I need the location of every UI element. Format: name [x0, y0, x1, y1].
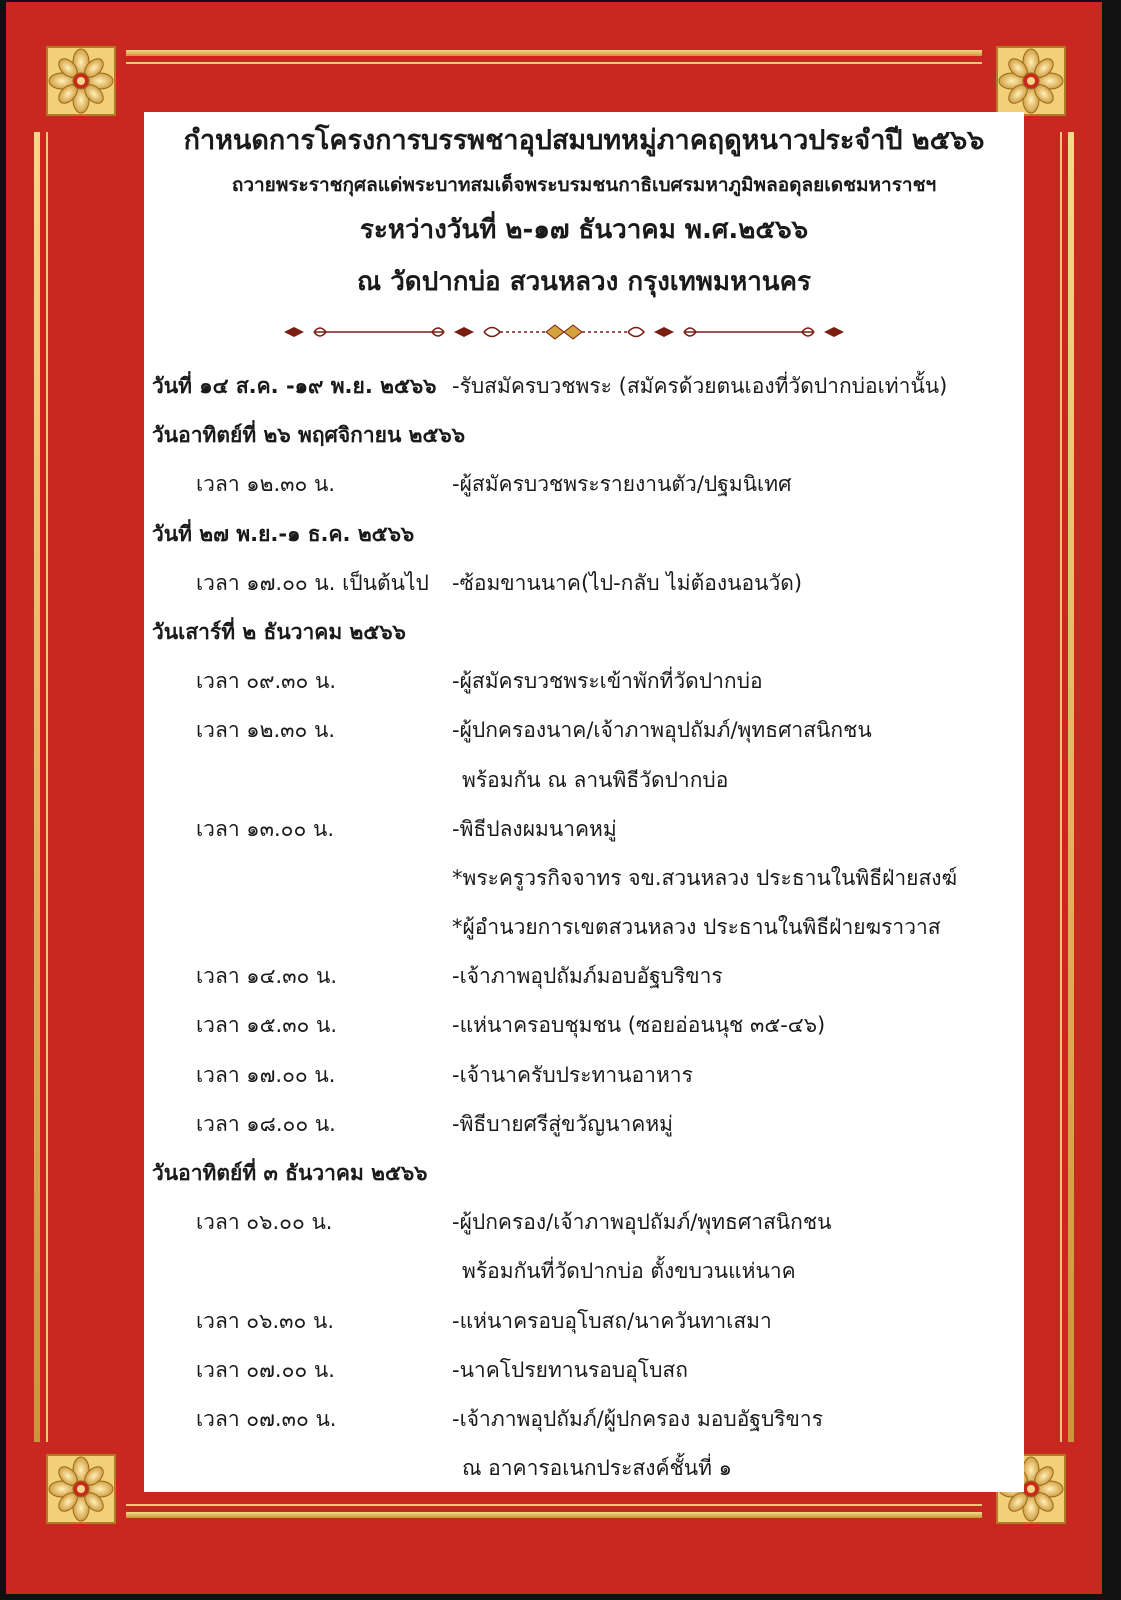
time-label: เวลา ๑๒.๓๐ น. [196, 472, 336, 497]
activity-text: -พิธีบายศรีสู่ขวัญนาคหมู่ [452, 1111, 674, 1136]
schedule-row [144, 799, 1024, 848]
corner-flower-icon [46, 1454, 116, 1524]
schedule-document [144, 112, 1024, 1492]
schedule-row [144, 454, 1024, 503]
schedule-row [144, 1241, 1024, 1290]
divider-ornament-icon [284, 320, 844, 344]
schedule-list [144, 356, 1024, 1487]
activity-text: -ผู้ปกครองนาค/เจ้าภาพอุปถัมภ์/พุทธศาสนิกชน [452, 718, 872, 743]
time-label: เวลา ๐๖.๐๐ น. [196, 1210, 333, 1235]
schedule-row [144, 897, 1024, 946]
day-heading: วันที่ ๒๗ พ.ย.-๑ ธ.ค. ๒๕๖๖ [152, 521, 415, 546]
left-gold-band [34, 132, 40, 1442]
document-title: กำหนดการโครงการบรรพชาอุปสมบทหมู่ภาคฤดูหนาวประจำปี ๒๕๖๖ [183, 125, 985, 156]
time-label: เวลา ๑๗.๐๐ น. เป็นต้นไป [196, 570, 429, 595]
schedule-row [144, 700, 1024, 749]
schedule-row [144, 750, 1024, 799]
day-heading: วันอาทิตย์ที่ ๒๖ พฤศจิกายน ๒๕๖๖ [152, 423, 466, 448]
schedule-row [144, 553, 1024, 602]
schedule-row [144, 1389, 1024, 1438]
time-label: เวลา ๐๗.๓๐ น. [196, 1406, 337, 1431]
time-label: เวลา ๐๖.๓๐ น. [196, 1308, 335, 1333]
venue: ณ วัดปากบ่อ สวนหลวง กรุงเทพมหานคร [357, 267, 811, 297]
corner-flower-icon [996, 46, 1066, 116]
date-range: ระหว่างวันที่ ๒-๑๗ ธันวาคม พ.ศ.๒๕๖๖ [359, 215, 809, 245]
activity-text: -ผู้ปกครอง/เจ้าภาพอุปถัมภ์/พุทธศาสนิกชน [452, 1210, 832, 1235]
activity-text: -นาคโปรยทานรอบอุโบสถ [452, 1357, 688, 1382]
schedule-day-heading [144, 602, 1024, 651]
schedule-row [144, 1291, 1024, 1340]
schedule-row [144, 356, 1024, 405]
activity-text: -แห่นาครอบชุมชน (ซอยอ่อนนุช ๓๕-๔๖) [452, 1013, 826, 1038]
schedule-row [144, 995, 1024, 1044]
right-gold-band [1068, 132, 1074, 1442]
note-text: *พระครูวรกิจจาทร จข.สวนหลวง ประธานในพิธีฝ่ายสงฆ์ [452, 865, 958, 890]
top-gold-band [126, 50, 982, 56]
right-gold-line [1060, 132, 1062, 1442]
schedule-row [144, 1192, 1024, 1241]
day-heading: วันเสาร์ที่ ๒ ธันวาคม ๒๕๖๖ [152, 619, 406, 644]
note-text: *ผู้อำนวยการเขตสวนหลวง ประธานในพิธีฝ่ายฆราวาส [452, 915, 941, 940]
top-gold-line [126, 62, 982, 64]
schedule-row [144, 1340, 1024, 1389]
activity-text: -ผู้สมัครบวชพระรายงานตัว/ปฐมนิเทศ [452, 472, 792, 497]
corner-flower-icon [46, 46, 116, 116]
time-label: เวลา ๐๙.๓๐ น. [196, 669, 337, 694]
schedule-day-heading [144, 504, 1024, 553]
left-gold-line [46, 132, 48, 1442]
dedication-line: ถวายพระราชกุศลแด่พระบาทสมเด็จพระบรมชนกาธิเบศรมหาภูมิพลอดุลยเดชมหาราชฯ [231, 174, 937, 196]
activity-text: -เจ้านาครับประทานอาหาร [452, 1062, 693, 1087]
activity-text: -รับสมัครบวชพระ (สมัครด้วยตนเองที่วัดปากบ่อเท่านั้น) [452, 374, 948, 398]
time-label: เวลา ๑๒.๓๐ น. [196, 718, 336, 743]
schedule-row [144, 651, 1024, 700]
date-range-label: วันที่ ๑๔ ส.ค. -๑๙ พ.ย. ๒๕๖๖ [152, 374, 437, 398]
schedule-row [144, 946, 1024, 995]
schedule-day-heading [144, 1143, 1024, 1192]
activity-text: -เจ้าภาพอุปถัมภ์มอบอัฐบริขาร [452, 964, 723, 989]
schedule-row [144, 1438, 1024, 1487]
activity-continuation: ณ อาคารอเนกประสงค์ชั้นที่ ๑ [462, 1456, 733, 1481]
activity-continuation: พร้อมกันที่วัดปากบ่อ ตั้งขบวนแห่นาค [462, 1259, 796, 1284]
activity-text: -ผู้สมัครบวชพระเข้าพักที่วัดปากบ่อ [452, 669, 763, 694]
schedule-row [144, 1094, 1024, 1143]
time-label: เวลา ๐๗.๐๐ น. [196, 1357, 335, 1382]
bottom-gold-band [126, 1512, 982, 1518]
bottom-gold-line [126, 1504, 982, 1506]
activity-text: -เจ้าภาพอุปถัมภ์/ผู้ปกครอง มอบอัฐบริขาร [452, 1406, 823, 1431]
time-label: เวลา ๑๔.๓๐ น. [196, 964, 338, 989]
schedule-day-heading [144, 405, 1024, 454]
time-label: เวลา ๑๓.๐๐ น. [196, 816, 335, 841]
activity-text: -พิธีปลงผมนาคหมู่ [452, 816, 617, 841]
schedule-row [144, 1045, 1024, 1094]
time-label: เวลา ๑๗.๐๐ น. [196, 1062, 336, 1087]
time-label: เวลา ๑๘.๐๐ น. [196, 1111, 336, 1136]
activity-text: -แห่นาครอบอุโบสถ/นาควันทาเสมา [452, 1308, 772, 1333]
schedule-row [144, 848, 1024, 897]
activity-text: -ซ้อมขานนาค(ไป-กลับ ไม่ต้องนอนวัด) [452, 570, 803, 595]
day-heading: วันอาทิตย์ที่ ๓ ธันวาคม ๒๕๖๖ [152, 1161, 428, 1185]
time-label: เวลา ๑๕.๓๐ น. [196, 1013, 338, 1038]
activity-continuation: พร้อมกัน ณ ลานพิธีวัดปากบ่อ [462, 767, 729, 792]
